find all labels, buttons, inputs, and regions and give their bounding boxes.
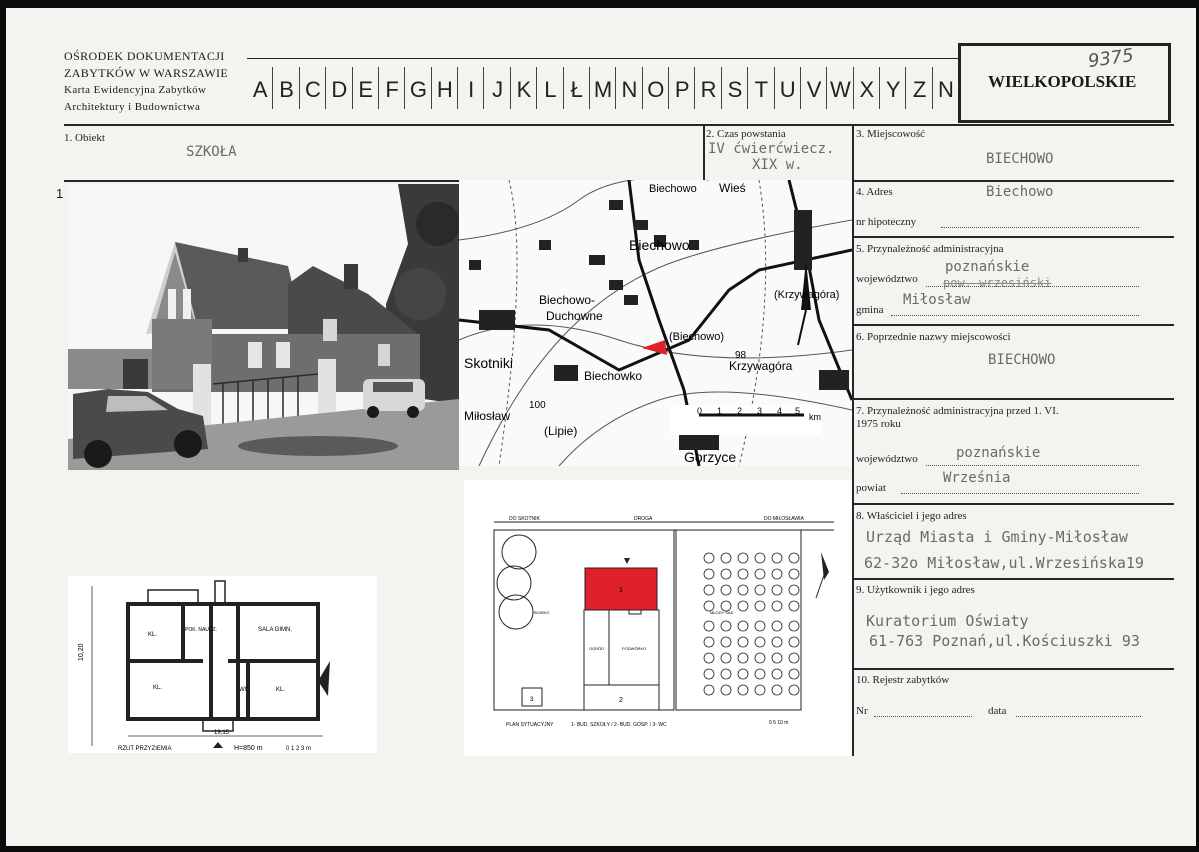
location-map	[459, 180, 852, 466]
wojewodztwo-value: poznańskie	[945, 259, 1030, 275]
map-label: (Lipie)	[544, 424, 578, 438]
index-letter: D	[326, 77, 352, 103]
map-label: Krzywagóra	[729, 359, 793, 373]
institution-block	[64, 48, 228, 116]
index-letter: B	[273, 77, 299, 103]
siteplan-legend: 1- BUD. SZKOŁY / 2- BUD. GOSP. / 3- WC	[571, 722, 667, 728]
map-label: Biechowo	[629, 237, 690, 253]
row-rule	[854, 668, 1174, 670]
region-name: WIELKOPOLSKIE	[988, 72, 1137, 91]
site-label: 1	[619, 587, 623, 594]
index-letter: N	[933, 77, 959, 103]
dimension-label: 10,20	[78, 643, 85, 661]
index-letter: Ł	[564, 77, 590, 103]
index-letter: O	[643, 77, 669, 103]
index-letter: J	[484, 77, 510, 103]
index-letter: G	[405, 77, 431, 103]
site-label: 2	[619, 697, 623, 704]
map-label: Gorzyce	[684, 449, 737, 465]
rejestr-label: 10. Rejestr zabytków	[856, 674, 950, 686]
index-letter: S	[722, 77, 748, 103]
index-letter: N	[616, 77, 642, 103]
uzytkownik-line-2: 61-763 Poznań,ul.Kościuszki 93	[869, 632, 1140, 650]
index-letter: K	[511, 77, 537, 103]
map-scale-label: 5	[795, 406, 801, 416]
row-rule	[854, 398, 1174, 400]
index-letter: Z	[906, 77, 932, 103]
map-label: Biechowo	[649, 183, 697, 195]
map-label: Skotniki	[464, 355, 514, 371]
map-scale-label: km	[809, 412, 821, 422]
poprzednie-label: 6. Poprzednie nazwy miejscowości	[856, 331, 1011, 343]
obiekt-label: 1. Obiekt	[64, 132, 105, 144]
crossed-powiat: pow. wrzesiński	[943, 276, 1052, 290]
index-letter: W	[827, 77, 853, 103]
site-label: BOISKO	[534, 610, 550, 615]
index-letter: L	[537, 77, 563, 103]
floor-plan	[68, 576, 377, 753]
map-scale-label: 1	[717, 406, 723, 416]
rejestr-data-label: data	[988, 705, 1007, 717]
site-label: MŁODY SAD	[710, 610, 734, 615]
powiat-value: Września	[943, 470, 1011, 486]
obiekt-value: SZKOŁA	[186, 144, 237, 160]
map-scale-label: 4	[777, 406, 783, 416]
row-rule	[854, 503, 1174, 505]
powiat-line	[901, 493, 1139, 494]
index-letter: M	[590, 77, 616, 103]
dimension-label: 19,15	[214, 730, 230, 736]
adres-value: Biechowo	[986, 184, 1054, 200]
map-label: (Krzywagóra)	[774, 289, 840, 301]
row-rule	[854, 578, 1174, 580]
wojewodztwo-label: województwo	[856, 453, 918, 465]
wojewodztwo-label: województwo	[856, 273, 918, 285]
map-scale-label: 3	[757, 406, 763, 416]
site-label: PODWÓRKO	[622, 646, 647, 651]
rejestr-data-line	[1016, 716, 1141, 717]
floorplan-height: H=850 m	[234, 745, 263, 752]
room-label: KL.	[148, 632, 158, 638]
gmina-label: gmina	[856, 304, 884, 316]
map-scale-label: 2	[737, 406, 743, 416]
institution-line: Karta Ewidencyjna Zabytków	[64, 84, 207, 96]
map-label: Miłosław	[464, 409, 511, 423]
institution-line: Architektury i Budownictwa	[64, 101, 201, 113]
institution-line: OŚRODEK DOKUMENTACJI	[64, 49, 225, 63]
index-letter: X	[854, 77, 880, 103]
index-letter: F	[379, 77, 405, 103]
floorplan-caption: RZUT PRZYZIEMIA	[118, 746, 172, 752]
index-letter: A	[247, 77, 273, 103]
miejscowosc-value: BIECHOWO	[986, 151, 1054, 167]
adres-label: 4. Adres	[856, 186, 893, 198]
index-letter: R	[695, 77, 721, 103]
index-letter: E	[353, 77, 379, 103]
room-label: KL.	[153, 685, 163, 691]
map-label: 100	[529, 400, 546, 411]
wlasciciel-line-1: Urząd Miasta i Gminy-Miłosław	[866, 528, 1128, 546]
divider	[703, 126, 705, 181]
road-label: DO MIŁOSŁAWIA	[764, 516, 804, 522]
hipoteczny-label: nr hipoteczny	[856, 216, 917, 228]
header-top-rule	[247, 58, 959, 59]
room-label: KL.	[276, 687, 286, 693]
hipoteczny-line	[941, 227, 1139, 228]
wojewodztwo-line	[926, 286, 1139, 287]
room-label: SALA GIMN.	[258, 627, 293, 633]
map-label: Biechowko	[584, 369, 643, 383]
header-bottom-rule	[64, 124, 1174, 126]
room-label: WC	[239, 687, 249, 693]
siteplan-scale: 0 5 10 m	[769, 720, 789, 726]
index-letter: P	[669, 77, 695, 103]
map-label: 98	[735, 350, 747, 361]
wojewodztwo-line	[926, 465, 1139, 466]
handwritten-number: 9375	[1086, 44, 1136, 73]
right-column-divider	[852, 126, 854, 756]
uzytkownik-line-1: Kuratorium Oświaty	[866, 612, 1029, 630]
index-letter: V	[801, 77, 827, 103]
site-plan	[464, 480, 852, 756]
index-letter: C	[300, 77, 326, 103]
rejestr-nr-label: Nr	[856, 705, 868, 717]
przynaleznosc-label: 5. Przynależność administracyjna	[856, 243, 1004, 255]
przed1975-label: 7. Przynależność administracyjna przed 1. VI.	[856, 405, 1059, 417]
wojewodztwo-value: poznańskie	[956, 445, 1041, 461]
wlasciciel-line-2: 62-32o Miłosław,ul.Wrzesińska19	[864, 554, 1144, 572]
room-label: POK. NAUCZ.	[185, 627, 217, 633]
map-scale-label: 0	[697, 406, 703, 416]
gmina-line	[891, 315, 1139, 316]
road-label: DO SKOTNIK	[509, 516, 540, 522]
map-label: Duchowne	[546, 309, 603, 323]
record-card	[6, 8, 1196, 846]
powiat-label: powiat	[856, 482, 886, 494]
alphabet-index	[247, 70, 959, 110]
siteplan-caption: PLAN SYTUACYJNY	[506, 722, 554, 728]
map-label: Wieś	[719, 181, 746, 195]
index-letter: H	[432, 77, 458, 103]
index-letter: I	[458, 77, 484, 103]
institution-line: ZABYTKÓW W WARSZAWIE	[64, 66, 229, 80]
map-label: Biechowo-	[539, 293, 596, 307]
wlasciciel-label: 8. Właściciel i jego adres	[856, 510, 967, 522]
przed1975-label-2: 1975 roku	[856, 418, 901, 430]
miejscowosc-label: 3. Miejscowość	[856, 128, 926, 140]
building-photo	[68, 184, 459, 470]
index-letter: U	[775, 77, 801, 103]
photo-number: 1	[56, 186, 64, 201]
floorplan-scale: 0 1 2 3 m	[286, 746, 312, 752]
czas-value-2: XIX w.	[752, 157, 803, 173]
rejestr-nr-line	[874, 716, 972, 717]
uzytkownik-label: 9. Użytkownik i jego adres	[856, 584, 975, 596]
index-letter: Y	[880, 77, 906, 103]
map-label: (Biechowo)	[669, 331, 725, 343]
road-label: DROGA	[634, 516, 653, 522]
czas-label: 2. Czas powstania	[706, 128, 786, 140]
site-label: 3	[530, 697, 534, 703]
row-rule	[854, 324, 1174, 326]
gmina-value: Miłosław	[903, 292, 971, 308]
site-label: OGRÓD	[589, 646, 605, 651]
czas-value: IV ćwierćwiecz.	[708, 141, 835, 157]
row-rule	[854, 236, 1174, 238]
poprzednie-value: BIECHOWO	[988, 352, 1056, 368]
index-letter: T	[748, 77, 774, 103]
